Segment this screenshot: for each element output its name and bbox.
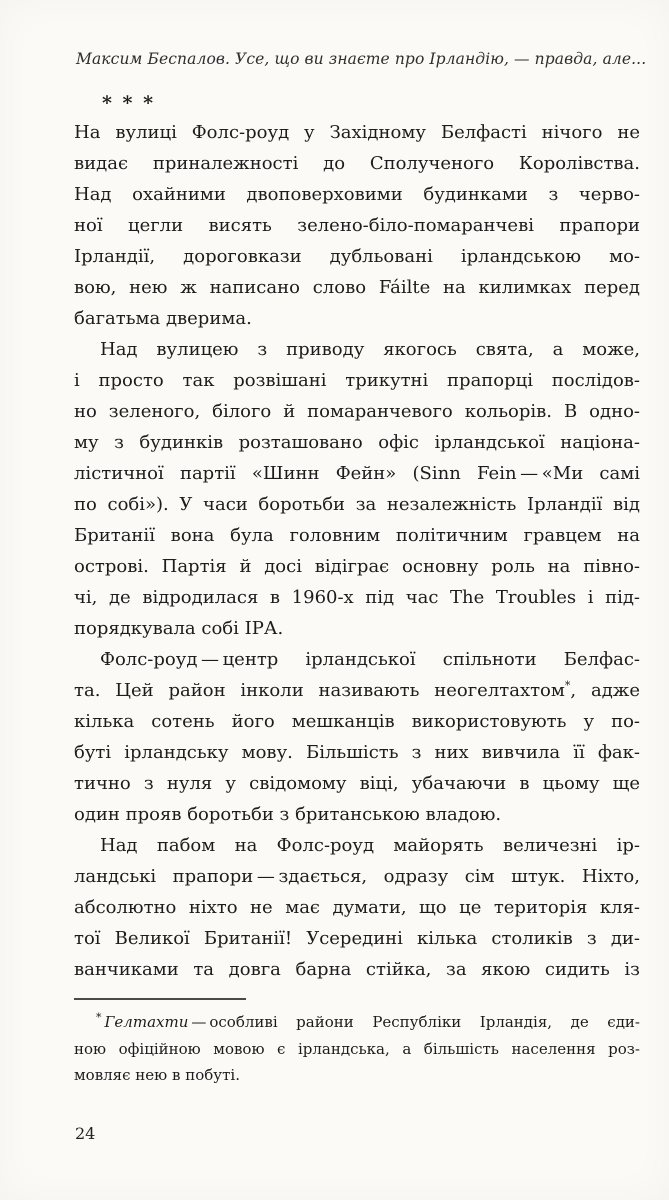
footnote-line (74, 1009, 640, 1036)
paragraph (74, 644, 640, 830)
footnote-marker: * (96, 1011, 102, 1024)
text-line: тично з нуля у свідомому віці, убачаючи в цьому ще (74, 773, 640, 794)
text-line: і просто так розвішані трикутні прапорці послідов- (74, 370, 640, 391)
text-line: по собі»). У часи боротьби за незалежність Ірландії від (74, 494, 640, 515)
footnote-term: Гелтахти (104, 1013, 189, 1031)
text-line: тої Великої Британії! Усередині кілька столиків з ди- (74, 928, 640, 949)
text-line: ною офіційною мовою є ірландська, а більшість населення роз- (74, 1039, 640, 1058)
text-line: кілька сотень його мешканців використовують у по- (74, 711, 640, 732)
text-line: На вулиці Фолс-роуд у Західному Белфасті нічого не (74, 122, 640, 143)
text-line: острові. Партія й досі відіграє основну роль на півно- (74, 556, 640, 577)
text-line: ної цегли висять зелено-біло-помаранчеві прапори (74, 215, 640, 236)
text-line: Над вулицею з приводу якогось свята, а може, (100, 339, 640, 360)
paragraph (74, 334, 640, 644)
text-line: видає приналежності до Сполученого Королівства. (74, 153, 640, 174)
text-line: мовляє нею в побуті. (74, 1066, 240, 1084)
text-line: лістичної партії «Шинн Фейн» (Sinn Fein — «Ми самі (74, 463, 640, 484)
text-line: Над охайними двоповерховими будинками з черво- (74, 184, 640, 205)
text-line: Над пабом на Фолс-роуд майорять величезні ір- (100, 835, 640, 856)
footnote-ref-icon: * (564, 679, 571, 692)
running-header: Максим Беспалов. Усе, що ви знаєте про Ірландію, — правда, але... (76, 50, 647, 68)
text-line: му з будинків розташовано офіс ірландської націона- (74, 432, 640, 453)
text-line: Ірландії, дороговкази дубльовані ірландською мо- (74, 246, 640, 267)
text-line: Фолс-роуд — центр ірландської спільноти Белфас- (100, 649, 640, 670)
footnote (74, 998, 640, 1089)
text-line: Британії вона була головним політичним гравцем на (74, 525, 640, 546)
text-line: один прояв боротьби з британською владою. (74, 804, 502, 825)
text-line: порядкувала собі ІРА. (74, 618, 284, 639)
body-text (74, 117, 640, 985)
text-line: но зеленого, білого й помаранчевого кольорів. В одно- (74, 401, 640, 422)
paragraph (74, 117, 640, 334)
text-line: буті ірландську мову. Більшість з них вивчила її фак- (74, 742, 640, 763)
text-line: багатьма дверима. (74, 308, 252, 329)
paragraph (74, 830, 640, 985)
footnote-text: — особливі райони Республіки Ірландія, де єди- (188, 1013, 640, 1031)
footnote-rule (74, 998, 246, 1000)
text-line: ванчиками та довга барна стійка, за якою сидить із (74, 959, 640, 980)
text-line: чі, де відродилася в 1960-х під час The Troubles і під- (74, 587, 640, 608)
page-number: 24 (75, 1124, 96, 1143)
text-line: ландські прапори — здається, одразу сім штук. Ніхто, (74, 866, 640, 887)
text-line: вою, нею ж написано слово Fáilte на килимках перед (74, 277, 640, 298)
text-line: та. Цей район інколи називають неогелтахтом*, адже (74, 679, 641, 701)
text-line: абсолютно ніхто не має думати, що це територія кля- (74, 897, 640, 918)
footnote-extra-lines (74, 1036, 640, 1089)
section-break: * * * (102, 92, 156, 114)
